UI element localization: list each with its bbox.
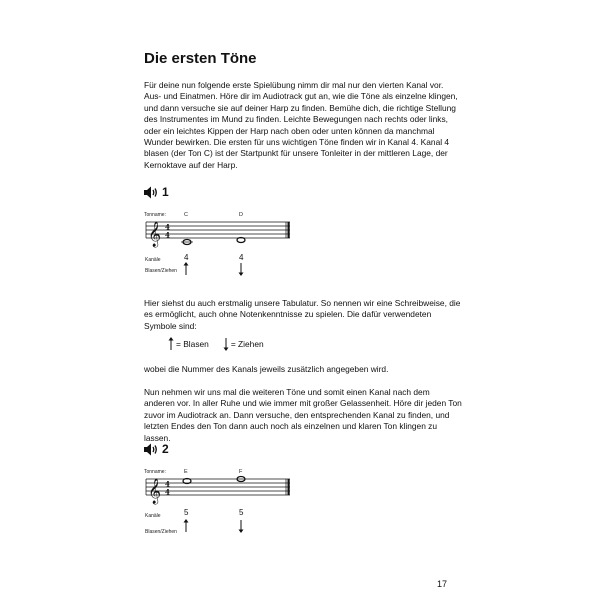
legend-blow-label: = Blasen xyxy=(176,339,209,349)
svg-text:4: 4 xyxy=(165,487,170,497)
draw-arrow-icon xyxy=(238,519,244,533)
speaker-icon xyxy=(144,186,159,199)
draw-arrow-icon xyxy=(238,262,244,276)
svg-text:4: 4 xyxy=(165,479,170,489)
channel-note-paragraph: wobei die Nummer des Kanals jeweils zusätzlich angegeben wird. xyxy=(144,364,389,374)
blow-arrow-icon xyxy=(183,519,189,533)
page-title: Die ersten Töne xyxy=(144,50,257,67)
music-staff xyxy=(144,473,292,505)
intro-paragraph: Für deine nun folgende erste Spielübung nimm dir mal nur den vierten Kanal vor. Aus- und Einatmen. Höre dir im Audiotrack gut an, wie die Töne als einzelne klingen, und dann versuche sie auf deiner Harp zu finden. Bemühe dich, die richtige Stellung des Instrumentes im Mund zu finden. Leichte Bewegungen nach rechts oder links, oder ein leichtes Kippen der Harp nach oben oder unten können da manchmal Wunder bewirken. Die ersten für uns wichtigen Töne finden wir in Kanal 4. Kanal 4 blasen (der Ton C) ist der Startpunkt für unsere Tonleiter in der mittleren Lage, der Kernoktave auf der Harp. xyxy=(144,80,458,170)
svg-text:4: 4 xyxy=(165,230,170,240)
tonname-label: Tonname: xyxy=(144,469,166,475)
legend-draw-label: = Ziehen xyxy=(230,339,264,349)
kanale-label: Kanäle xyxy=(145,257,161,263)
music-staff xyxy=(144,216,292,248)
svg-text:𝄞: 𝄞 xyxy=(148,222,162,247)
audio-track-2 xyxy=(144,442,169,456)
note-name: D xyxy=(239,212,243,218)
kanale-label: Kanäle xyxy=(145,513,161,519)
blow-arrow-icon xyxy=(168,337,174,351)
channel-number: 5 xyxy=(184,508,189,517)
legend-blow xyxy=(168,337,209,351)
svg-text:4: 4 xyxy=(165,222,170,232)
track-number: 2 xyxy=(162,442,169,456)
channel-number: 5 xyxy=(239,508,244,517)
track-number: 1 xyxy=(162,185,169,199)
page-number: 17 xyxy=(437,579,448,589)
speaker-icon xyxy=(144,443,159,456)
note-name: F xyxy=(239,469,243,475)
tonname-label: Tonname: xyxy=(144,212,166,218)
legend-draw xyxy=(223,337,264,351)
blow-arrow-icon xyxy=(183,262,189,276)
next-tones-paragraph: Nun nehmen wir uns mal die weiteren Töne und somit einen Kanal nach dem anderen vor. In aller Ruhe und wie immer mit großer Gelassenheit. Höre dir jeden Ton zuvor im Audiotrack an. Dann versuche, den entsprechenden Kanal zu finden, und letzten Endes den Ton dann auch noch als einzelnen und klaren Ton klingen zu lassen. xyxy=(144,387,462,443)
blasen-ziehen-label: Blasen/Ziehen xyxy=(145,529,177,535)
blasen-ziehen-label: Blasen/Ziehen xyxy=(145,268,177,274)
draw-arrow-icon xyxy=(223,337,229,351)
note-name: E xyxy=(184,469,188,475)
tab-legend xyxy=(168,337,278,351)
svg-text:𝄞: 𝄞 xyxy=(148,479,162,504)
audio-track-1 xyxy=(144,185,169,199)
note-name: C xyxy=(184,212,188,218)
channel-number: 4 xyxy=(239,253,244,262)
channel-number: 4 xyxy=(184,253,189,262)
tab-explanation-paragraph: Hier siehst du auch erstmalig unsere Tabulatur. So nennen wir eine Schreibweise, die es ermöglicht, auch ohne Notenkenntnisse zu spielen. Die dafür verwendeten Symbole sind: xyxy=(144,298,461,331)
